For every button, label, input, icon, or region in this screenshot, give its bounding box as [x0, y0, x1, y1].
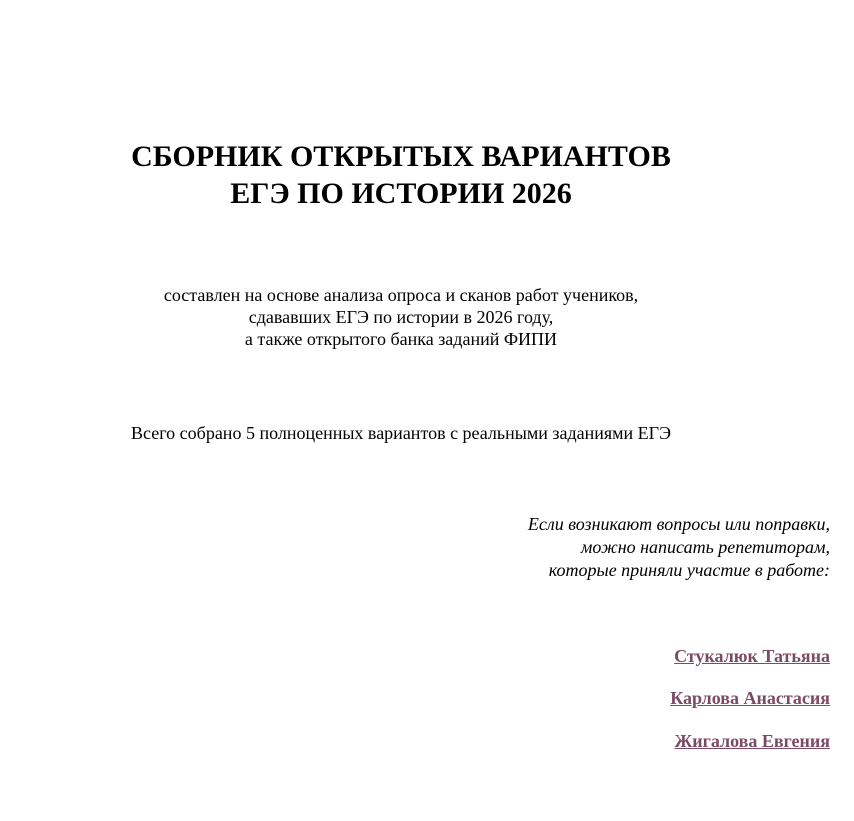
contact-note-line-1: Если возникают вопросы или поправки,: [527, 514, 830, 534]
author-link-karlova[interactable]: Карлова Анастасия: [670, 688, 830, 708]
title-line-1: СБОРНИК ОТКРЫТЫХ ВАРИАНТОВ: [131, 140, 671, 173]
title-line-2: ЕГЭ ПО ИСТОРИИ 2026: [230, 177, 572, 210]
contact-note-line-3: которые приняли участие в работе:: [548, 560, 830, 580]
summary-text: Всего собрано 5 полноценных вариантов с реальными заданиями ЕГЭ: [131, 423, 671, 443]
subtitle-line-1: составлен на основе анализа опроса и сканов работ учеников,: [163, 285, 639, 305]
author-link-stukalyuk[interactable]: Стукалюк Татьяна: [674, 646, 830, 666]
author-link-zhigalova[interactable]: Жигалова Евгения: [674, 731, 830, 751]
contact-note-line-2: можно написать репетиторам,: [580, 537, 830, 557]
subtitle-line-2: сдававших ЕГЭ по истории в 2026 году,: [248, 307, 554, 327]
subtitle-line-3: а также открытого банка заданий ФИПИ: [244, 329, 558, 349]
